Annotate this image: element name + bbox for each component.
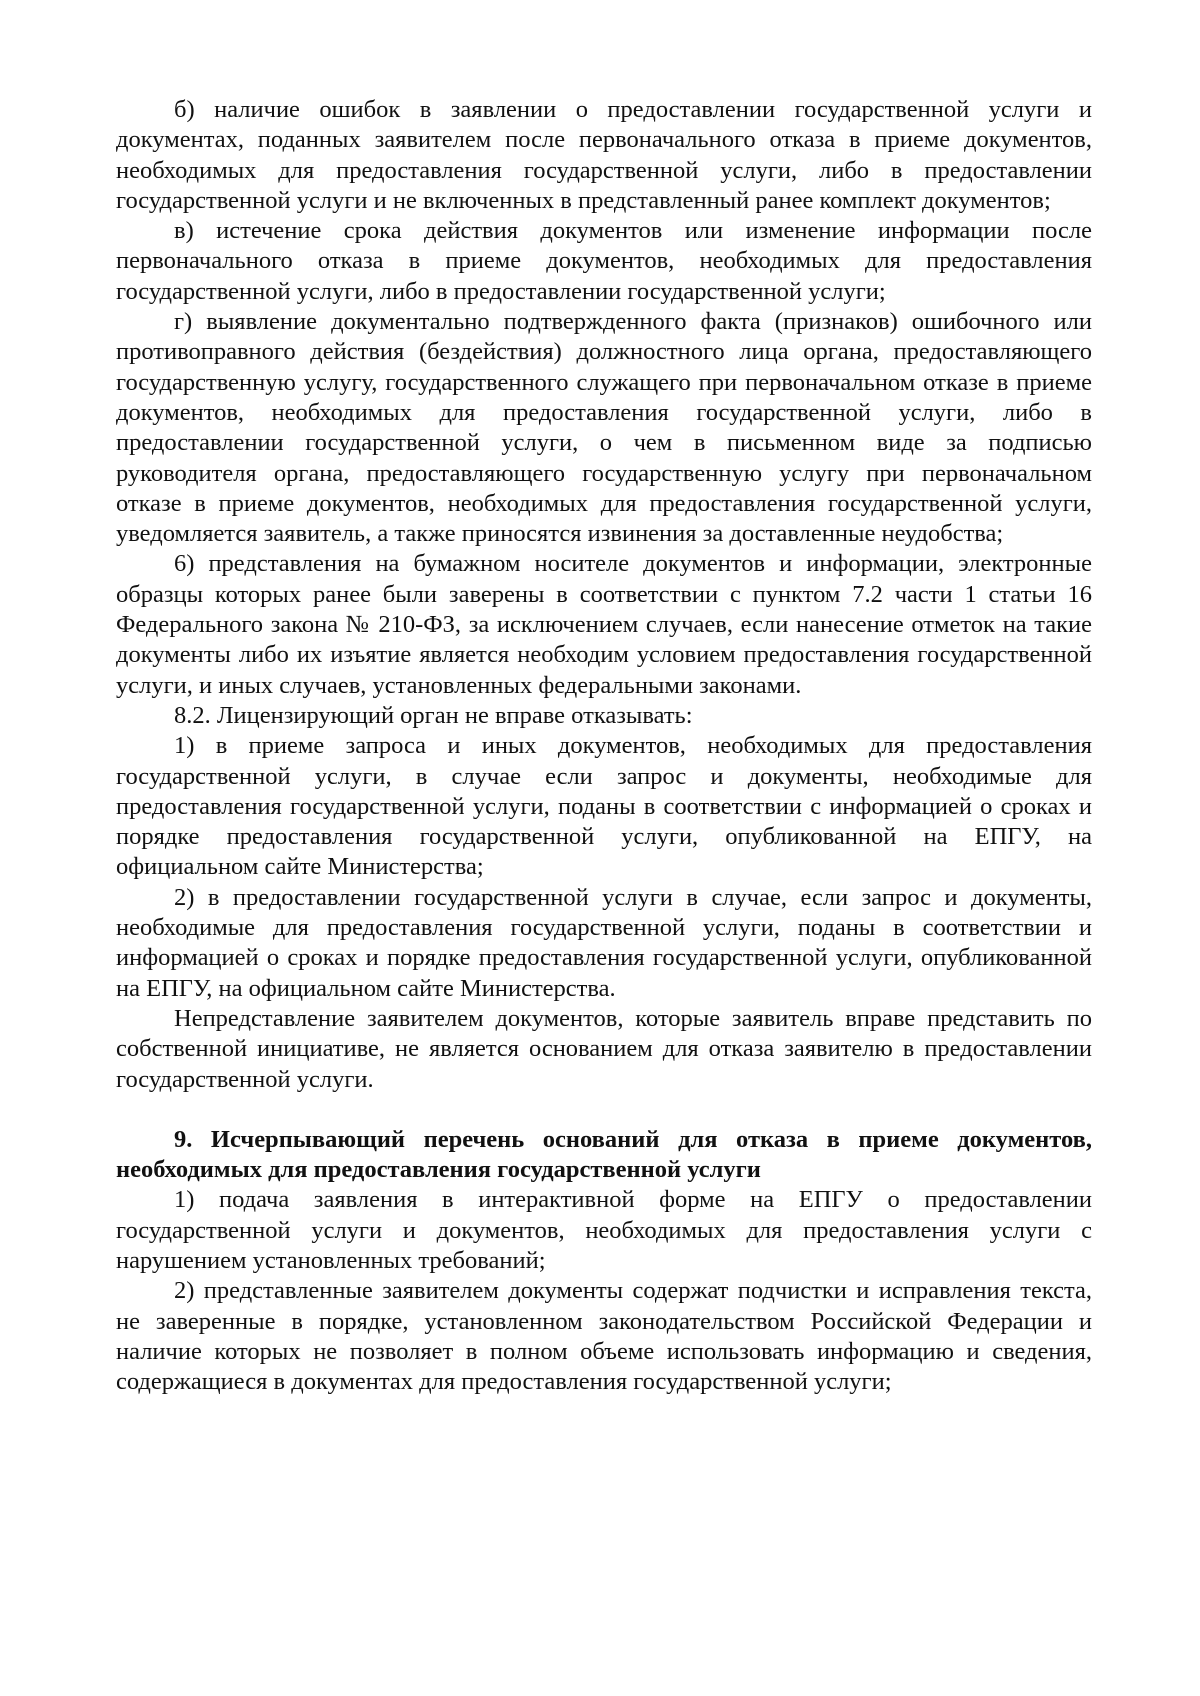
document-page (116, 95, 1092, 1397)
paragraph-g-misconduct: г) выявление документально подтвержденного факта (признаков) ошибочного или противоправного действия (бездействия) должностного лица органа, предоставляющего государственную услугу, государственного служащего при первоначальном отказе в приеме документов, необходимых для предоставления государственной услуги, либо в предоставлении государственной услуги, о чем в письменном виде за подписью руководителя органа, предоставляющего государственную услугу при первоначальном отказе в приеме документов, необходимых для предоставления государственной услуги, уведомляется заявитель, а также приносятся извинения за доставленные неудобства; (116, 308, 1092, 548)
paragraph-b-errors: б) наличие ошибок в заявлении о предоставлении государственной услуги и документах, поданных заявителем после первоначального отказа в приеме документов, необходимых для предоставления государственной услуги, либо в предоставлении государственной услуги и не включенных в представленный ранее комплект документов; (116, 96, 1092, 214)
paragraph-v-expiry: в) истечение срока действия документов или изменение информации после первоначального отказа в приеме документов, необходимых для предоставления государственной услуги, либо в предоставлении государственной услуги; (116, 217, 1092, 305)
paragraph-9-item-2: 2) представленные заявителем документы содержат подчистки и исправления текста, не заверенные в порядке, установленном законодательством Российской Федерации и наличие которых не позволяет в полном объеме использовать информацию и сведения, содержащиеся в документах для предоставления государственной услуги; (116, 1277, 1092, 1396)
section-9-heading: 9. Исчерпывающий перечень оснований для отказа в приеме документов, необходимых для предоставления государственной услуги (116, 1125, 1092, 1184)
paragraph-non-submission: Непредставление заявителем документов, которые заявитель вправе представить по собственной инициативе, не является основанием для отказа заявителю в предоставлении государственной услуги. (116, 1004, 1092, 1093)
paragraph-8-2-item-2: 2) в предоставлении государственной услуги в случае, если запрос и документы, необходимые для предоставления государственной услуги, поданы в соответствии и информацией о сроках и порядке предоставления государственной услуги, опубликованной на ЕПГУ, на официальном сайте Министерства. (116, 883, 1092, 1002)
paragraph-6-paper-docs: 6) представления на бумажном носителе документов и информации, электронные образцы которых ранее были заверены в соответствии с пунктом 7.2 части 1 статьи 16 Федерального закона № 210-ФЗ, за исключением случаев, если нанесение отметок на такие документы либо их изъятие является необходим условием предоставления государственной услуги, и иных случаев, установленных федеральными законами. (116, 550, 1092, 699)
paragraph-9-item-1: 1) подача заявления в интерактивной форме на ЕПГУ о предоставлении государственной услуги и документов, необходимых для предоставления услуги с нарушением установленных требований; (116, 1186, 1092, 1274)
paragraph-8-2-intro: 8.2. Лицензирующий орган не вправе отказывать: (174, 701, 693, 729)
paragraph-8-2-item-1: 1) в приеме запроса и иных документов, необходимых для предоставления государственной услуги, в случае если запрос и документы, необходимые для предоставления государственной услуги, поданы в соответствии с информацией о сроках и порядке предоставления государственной услуги, опубликованной на ЕПГУ, на официальном сайте Министерства; (116, 732, 1092, 881)
